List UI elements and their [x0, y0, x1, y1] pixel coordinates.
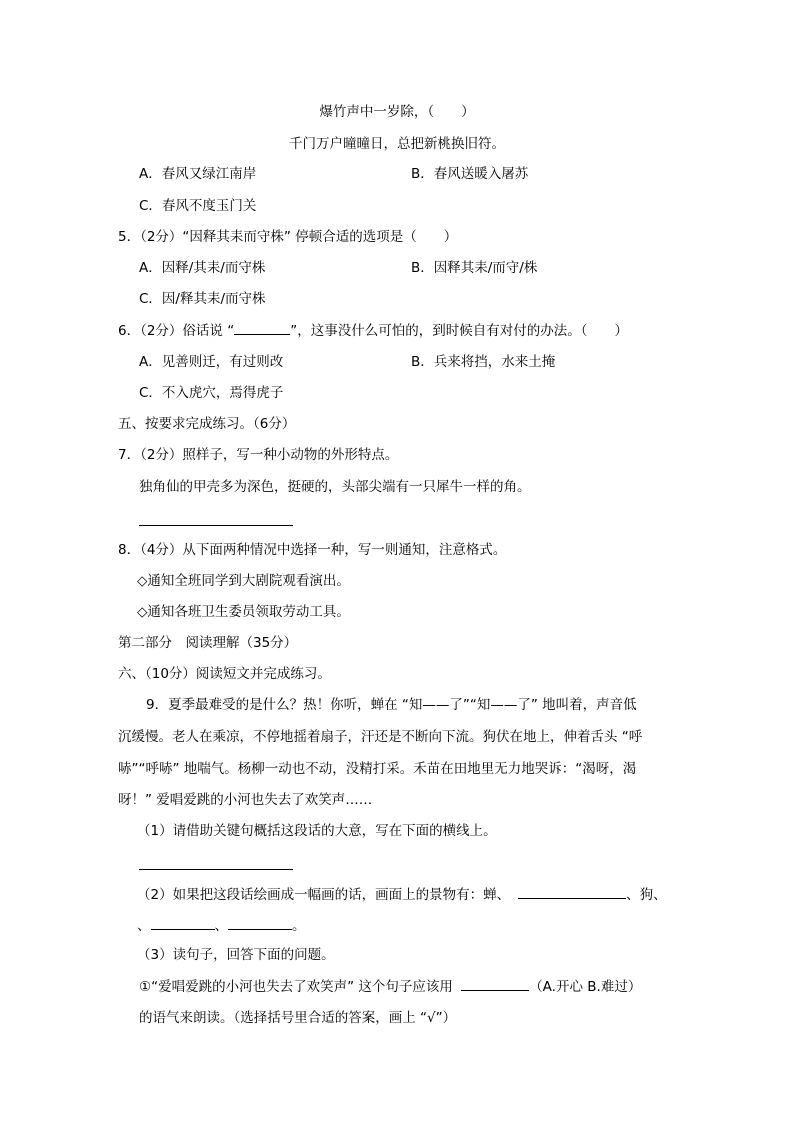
q6-option-b: B．兵来将挡，水来土掩 [411, 354, 556, 370]
poem-line-2: 千门万户曈曈日，总把新桃换旧符。 [289, 136, 505, 152]
q6-stem-before: 6．（2分）俗话说 “ [118, 323, 235, 339]
poem-line-1: 爆竹声中一岁除，（ ） [319, 104, 475, 120]
q4-option-a: A．春风又绿江南岸 [139, 166, 257, 182]
q9-sub2-before: （2）如果把这段话绘画成一幅画的话，画面上的景物有：蝉、 [137, 887, 511, 903]
q6-stem-after: ”，这事没什么可怕的，到时候自有对付的办法。（ ） [290, 323, 628, 339]
q9-sub2-mid: 、狗、 [626, 887, 667, 903]
q9-sub2-line2-end: 。 [292, 918, 306, 934]
q7-example: 独角仙的甲壳多为深色，挺硬的，头部尖端有一只犀牛一样的角。 [139, 479, 531, 495]
q7-answer-line[interactable] [139, 525, 293, 526]
q8-item-2: ◇通知各班卫生委员领取劳动工具。 [137, 604, 350, 620]
q5-stem: 5．（2分）“因释其耒而守株” 停顿合适的选项是（ ） [118, 229, 458, 245]
q7-stem: 7．（2分）照样子，写一种小动物的外形特点。 [118, 447, 399, 463]
q9-sub3-item-1 [139, 976, 641, 996]
q9-sub2-line2-start: 、 [137, 918, 151, 934]
q9-passage-line-1: 9．夏季最难受的是什么？热！你听，蝉在 “知——了”“知——了” 地叫着，声音低 [146, 697, 637, 713]
q9-sub2-blank-1[interactable] [518, 884, 626, 899]
q6-option-a: A．见善则迁，有过则改 [139, 354, 284, 370]
section-5-heading: 五、按要求完成练习。（6分） [118, 416, 296, 432]
q4-option-c: C．春风不度玉门关 [139, 198, 257, 214]
q9-sub3-item1-after: （A.开心 B.难过） [529, 979, 642, 995]
q8-stem: 8．（4分）从下面两种情况中选择一种，写一则通知，注意格式。 [118, 542, 507, 558]
q9-sub3-item1-before: ①“爱唱爱跳的小河也失去了欢笑声” 这个句子应该用 [139, 979, 458, 995]
q9-sub1: （1）请借助关键句概括这段话的大意，写在下面的横线上。 [137, 823, 497, 839]
q9-sub3: （3）读句子，回答下面的问题。 [137, 947, 335, 963]
q5-option-b: B．因释其耒/而守/株 [411, 260, 538, 276]
q9-sub3-item-1-line-2: 的语气来朗读。（选择括号里合适的答案，画上 “√”） [139, 1010, 457, 1026]
q6-option-c: C．不入虎穴，焉得虎子 [139, 385, 284, 401]
q5-option-a: A．因释/其耒/而守株 [139, 260, 266, 276]
q4-option-b: B．春风送暖入屠苏 [411, 166, 529, 182]
q8-item-1: ◇通知全班同学到大剧院观看演出。 [137, 573, 350, 589]
q9-passage-line-3: 哧”“呼哧” 地喘气。杨柳一动也不动，没精打采。禾苗在田地里无力地哭诉：“渴呀，渴 [118, 761, 637, 777]
q5-option-c: C．因/释其耒/而守株 [139, 291, 266, 307]
q6-fill-blank[interactable] [234, 320, 290, 335]
q9-sub2-blank-2[interactable] [151, 915, 215, 930]
q9-sub3-blank[interactable] [461, 976, 529, 991]
part-2-heading: 第二部分 阅读理解（35分） [118, 635, 298, 651]
q9-sub2-line2-mid: 、 [214, 918, 228, 934]
q6-stem [118, 320, 628, 340]
q9-sub2-line-2 [137, 915, 306, 935]
section-6-heading: 六、（10分）阅读短文并完成练习。 [118, 666, 331, 682]
q9-sub1-answer-line[interactable] [139, 869, 293, 870]
q9-passage-line-4: 呀！” 爱唱爱跳的小河也失去了欢笑声…… [118, 792, 373, 808]
q9-sub2-line-1 [137, 884, 667, 904]
q9-passage-line-2: 沉缓慢。老人在乘凉，不停地摇着扇子，汗还是不断向下流。狗伏在地上，伸着舌头 “呼 [118, 729, 643, 745]
q9-sub2-blank-3[interactable] [228, 915, 292, 930]
